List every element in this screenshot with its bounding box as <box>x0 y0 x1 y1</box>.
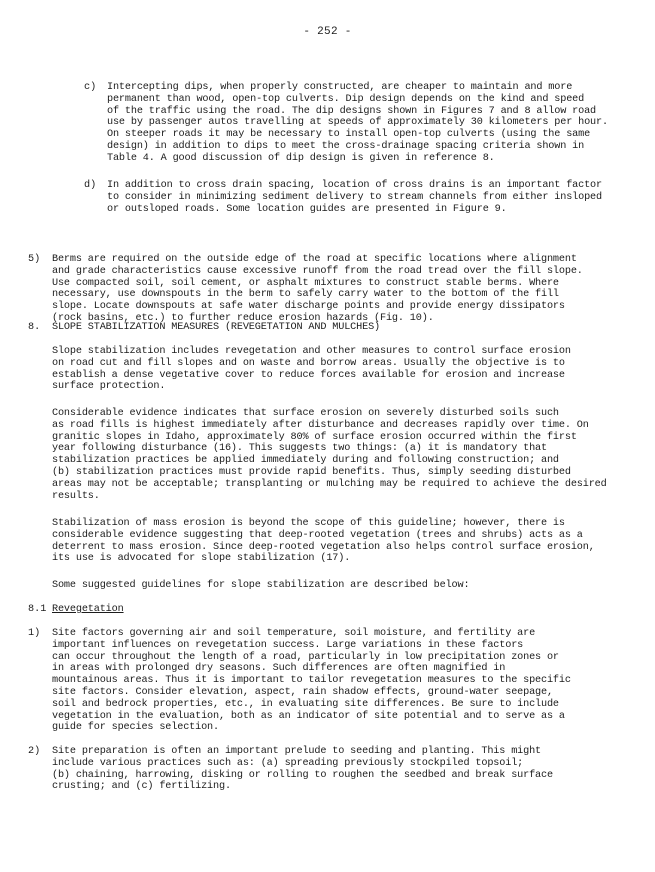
paragraph-line: surface protection. <box>52 381 166 393</box>
item-1-line: guide for species selection. <box>52 722 219 734</box>
item-c-marker: c) <box>84 82 97 93</box>
item-1-marker: 1) <box>28 628 41 639</box>
item-1-line: soil and bedrock properties, etc., in evaluating site differences. Be sure to include <box>52 698 559 710</box>
item-1-line: in areas with prolonged dry seasons. Such differences are often magnified in <box>52 663 506 675</box>
page-number: - 252 - <box>303 26 352 38</box>
section-8-1-title: Revegetation <box>52 604 124 615</box>
item-c-line: On steeper roads it may be necessary to install open-top culverts (using the same <box>107 129 591 141</box>
item-1-line: important influences on revegetation success. Large variations in these factors <box>52 639 524 651</box>
item-1-line: mountainous areas. Thus it is important to tailor revegetation measures to the specific <box>52 675 571 687</box>
item-d-paragraph <box>107 180 602 215</box>
item-5-line: slope. Locate downspouts at safe water discharge points and provide energy dissipators <box>52 301 565 313</box>
item-2-line: (b) chaining, harrowing, disking or rolling to roughen the seedbed and break surface <box>52 769 553 781</box>
item-5-line: Use compacted soil, soil cement, or asphalt mixtures to construct stable berms. Where <box>52 277 559 289</box>
item-d-marker: d) <box>84 180 97 191</box>
paragraph-line: deterrent to mass erosion. Since deep-rooted vegetation also helps control surface erosion, <box>52 541 595 553</box>
item-c-line: design) in addition to dips to meet the cross-drainage spacing criteria shown in <box>107 140 585 152</box>
paragraph-line: establish a dense vegetative cover to reduce forces available for erosion and increase <box>52 369 565 381</box>
item-1-paragraph <box>52 628 571 734</box>
paragraph-line: Slope stabilization includes revegetation and other measures to control surface erosion <box>52 346 571 357</box>
paragraph-line: Stabilization of mass erosion is beyond the scope of this guideline; however, there is <box>52 518 565 529</box>
item-c-line: use by passenger autos travelling at speeds of approximately 30 kilometers per hour. <box>107 117 608 129</box>
paragraph-line: stabilization practices be applied immediately during and following construction; and <box>52 455 559 467</box>
paragraph-evidence <box>52 408 607 502</box>
item-2-line: Site preparation is often an important prelude to seeding and planting. This might <box>52 746 542 757</box>
item-d-line: or outsloped roads. Some location guides are presented in Figure 9. <box>107 203 507 215</box>
paragraph-line: as road fills is highest immediately after disturbance and decreases rapidly over time. On <box>52 419 589 431</box>
item-d-line: to consider in minimizing sediment delivery to stream channels from either insloped <box>107 191 602 203</box>
item-c-line: Table 4. A good discussion of dip design is given in reference 8. <box>107 152 495 164</box>
item-5-line: Berms are required on the outside edge of the road at specific locations where alignment <box>52 254 577 265</box>
paragraph-line: on road cut and fill slopes and on waste and borrow areas. Usually the objective is to <box>52 357 565 369</box>
item-2-paragraph <box>52 746 553 793</box>
paragraph-line: considerable evidence suggesting that deep-rooted vegetation (trees and shrubs) acts as a <box>52 529 583 541</box>
item-2-line: include various practices such as: (a) spreading previously stockpiled topsoil; <box>52 757 524 769</box>
paragraph-slope-stabilization <box>52 346 571 393</box>
paragraph-line: areas may not be acceptable; transplanting or mulching may be required to achieve the desired <box>52 478 607 490</box>
item-5-marker: 5) <box>28 254 41 265</box>
section-8-number: 8. <box>28 322 41 333</box>
item-5-paragraph <box>52 254 583 325</box>
item-1-line: can occur throughout the length of a road, particularly in low precipitation zones or <box>52 651 559 663</box>
paragraph-line: its use is advocated for slope stabilization (17). <box>52 553 351 565</box>
section-8-1-number: 8.1 <box>28 604 47 615</box>
item-c-line: permanent than wood, open-top culverts. Dip design depends on the kind and speed <box>107 93 585 105</box>
paragraph-line: results. <box>52 490 100 502</box>
item-c-line: of the traffic using the road. The dip designs shown in Figures 7 and 8 allow road <box>107 105 597 117</box>
item-2-marker: 2) <box>28 746 41 757</box>
paragraph-mass-erosion <box>52 518 595 565</box>
item-d-line: In addition to cross drain spacing, location of cross drains is an important factor <box>107 180 602 191</box>
item-c-paragraph <box>107 82 608 165</box>
paragraph-line: year following disturbance (16). This suggests two things: (a) it is mandatory that <box>52 443 547 455</box>
paragraph-line: (b) stabilization practices must provide rapid benefits. Thus, simply seeding disturbed <box>52 466 571 478</box>
item-1-line: site factors. Consider elevation, aspect, rain shadow effects, ground-water seepage, <box>52 686 553 698</box>
item-5-line: (rock basins, etc.) to further reduce erosion hazards (Fig. 10). <box>52 312 434 324</box>
item-5-line: and grade characteristics cause excessive runoff from the road tread over the fill slope. <box>52 265 583 277</box>
paragraph-line: Considerable evidence indicates that surface erosion on severely disturbed soils such <box>52 408 559 419</box>
paragraph-line: granitic slopes in Idaho, approximately 80% of surface erosion occurred within the first <box>52 431 577 443</box>
item-c-line: Intercepting dips, when properly constructed, are cheaper to maintain and more <box>107 82 573 93</box>
item-5-line: necessary, use downspouts in the berm to safely carry water to the bottom of the fill <box>52 289 559 301</box>
item-1-line: Site factors governing air and soil temperature, soil moisture, and fertility are <box>52 628 536 639</box>
item-2-line: crusting; and (c) fertilizing. <box>52 781 231 793</box>
section-8-title: SLOPE STABILIZATION MEASURES (REVEGETATION AND MULCHES) <box>52 322 380 333</box>
item-1-line: vegetation in the evaluation, both as an indicator of site potential and to serve as a <box>52 710 565 722</box>
paragraph-guidelines-intro: Some suggested guidelines for slope stabilization are described below: <box>52 580 470 591</box>
